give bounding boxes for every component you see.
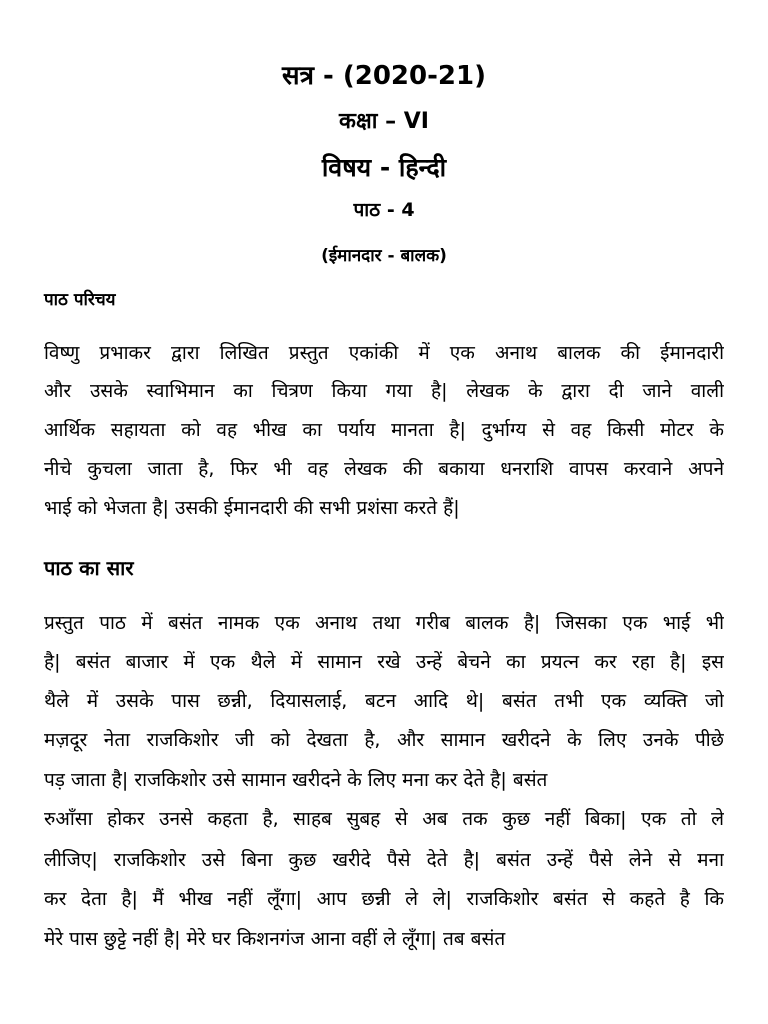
summary-line: कर देता है| मैं भीख नहीं लूँगा| आप छन्नी ले ले| राजकिशोर बसंत से कहते है कि — [44, 888, 724, 910]
introduction-line: नीचे कुचला जाता है, फिर भी वह लेखक की बकाया धनराशि वापस करवाने अपने — [44, 458, 724, 480]
summary-line: मेरे पास छुट्टे नहीं है| मेरे घर किशनगंज आना वहीं ले लूँगा| तब बसंत — [44, 928, 506, 950]
class-heading: कक्षा – VI — [339, 109, 429, 134]
summary-line: पड़ जाता है| राजकिशोर उसे सामान खरीदने के लिए मना कर देते है| बसंत — [44, 769, 548, 791]
summary-line: प्रस्तुत पाठ में बसंत नामक एक अनाथ तथा गरीब बालक है| जिसका एक भाई भी — [44, 612, 724, 634]
subject-heading: विषय - हिन्दी — [321, 153, 447, 182]
introduction-line: विष्णु प्रभाकर द्वारा लिखित प्रस्तुत एकांकी में एक अनाथ बालक की ईमानदारी — [44, 342, 724, 364]
summary-line: मज़दूर नेता राजकिशोर जी को देखता है, और सामान खरीदने के लिए उनके पीछे — [44, 729, 724, 751]
introduction-line: भाई को भेजता है| उसकी ईमानदारी की सभी प्रशंसा करते हैं| — [44, 497, 460, 519]
summary-line: लीजिए| राजकिशोर उसे बिना कुछ खरीदे पैसे देते है| बसंत उन्हें पैसे लेने से मना — [44, 849, 724, 871]
summary-line: थैले में उसके पास छन्नी, दियासलाई, बटन आदि थे| बसंत तभी एक व्यक्ति जो — [44, 690, 724, 712]
session-heading: सत्र - (2020-21) — [282, 61, 486, 91]
summary-heading: पाठ का सार — [44, 556, 134, 580]
summary-line: है| बसंत बाजार में एक थैले में सामान रखे उन्हें बेचने का प्रयत्न कर रहा है| इस — [44, 651, 724, 673]
summary-line: रुआँसा होकर उनसे कहता है, साहब सुबह से अब तक कुछ नहीं बिका| एक तो ले — [44, 808, 724, 830]
introduction-line: और उसके स्वाभिमान का चित्रण किया गया है| लेखक के द्वारा दी जाने वाली — [44, 380, 724, 402]
introduction-line: आर्थिक सहायता को वह भीख का पर्याय मानता है| दुर्भाग्य से वह किसी मोटर के — [44, 419, 724, 441]
lesson-number-heading: पाठ - 4 — [353, 199, 415, 221]
lesson-title-heading: (ईमानदार - बालक) — [321, 246, 447, 266]
introduction-heading: पाठ परिचय — [44, 290, 116, 310]
